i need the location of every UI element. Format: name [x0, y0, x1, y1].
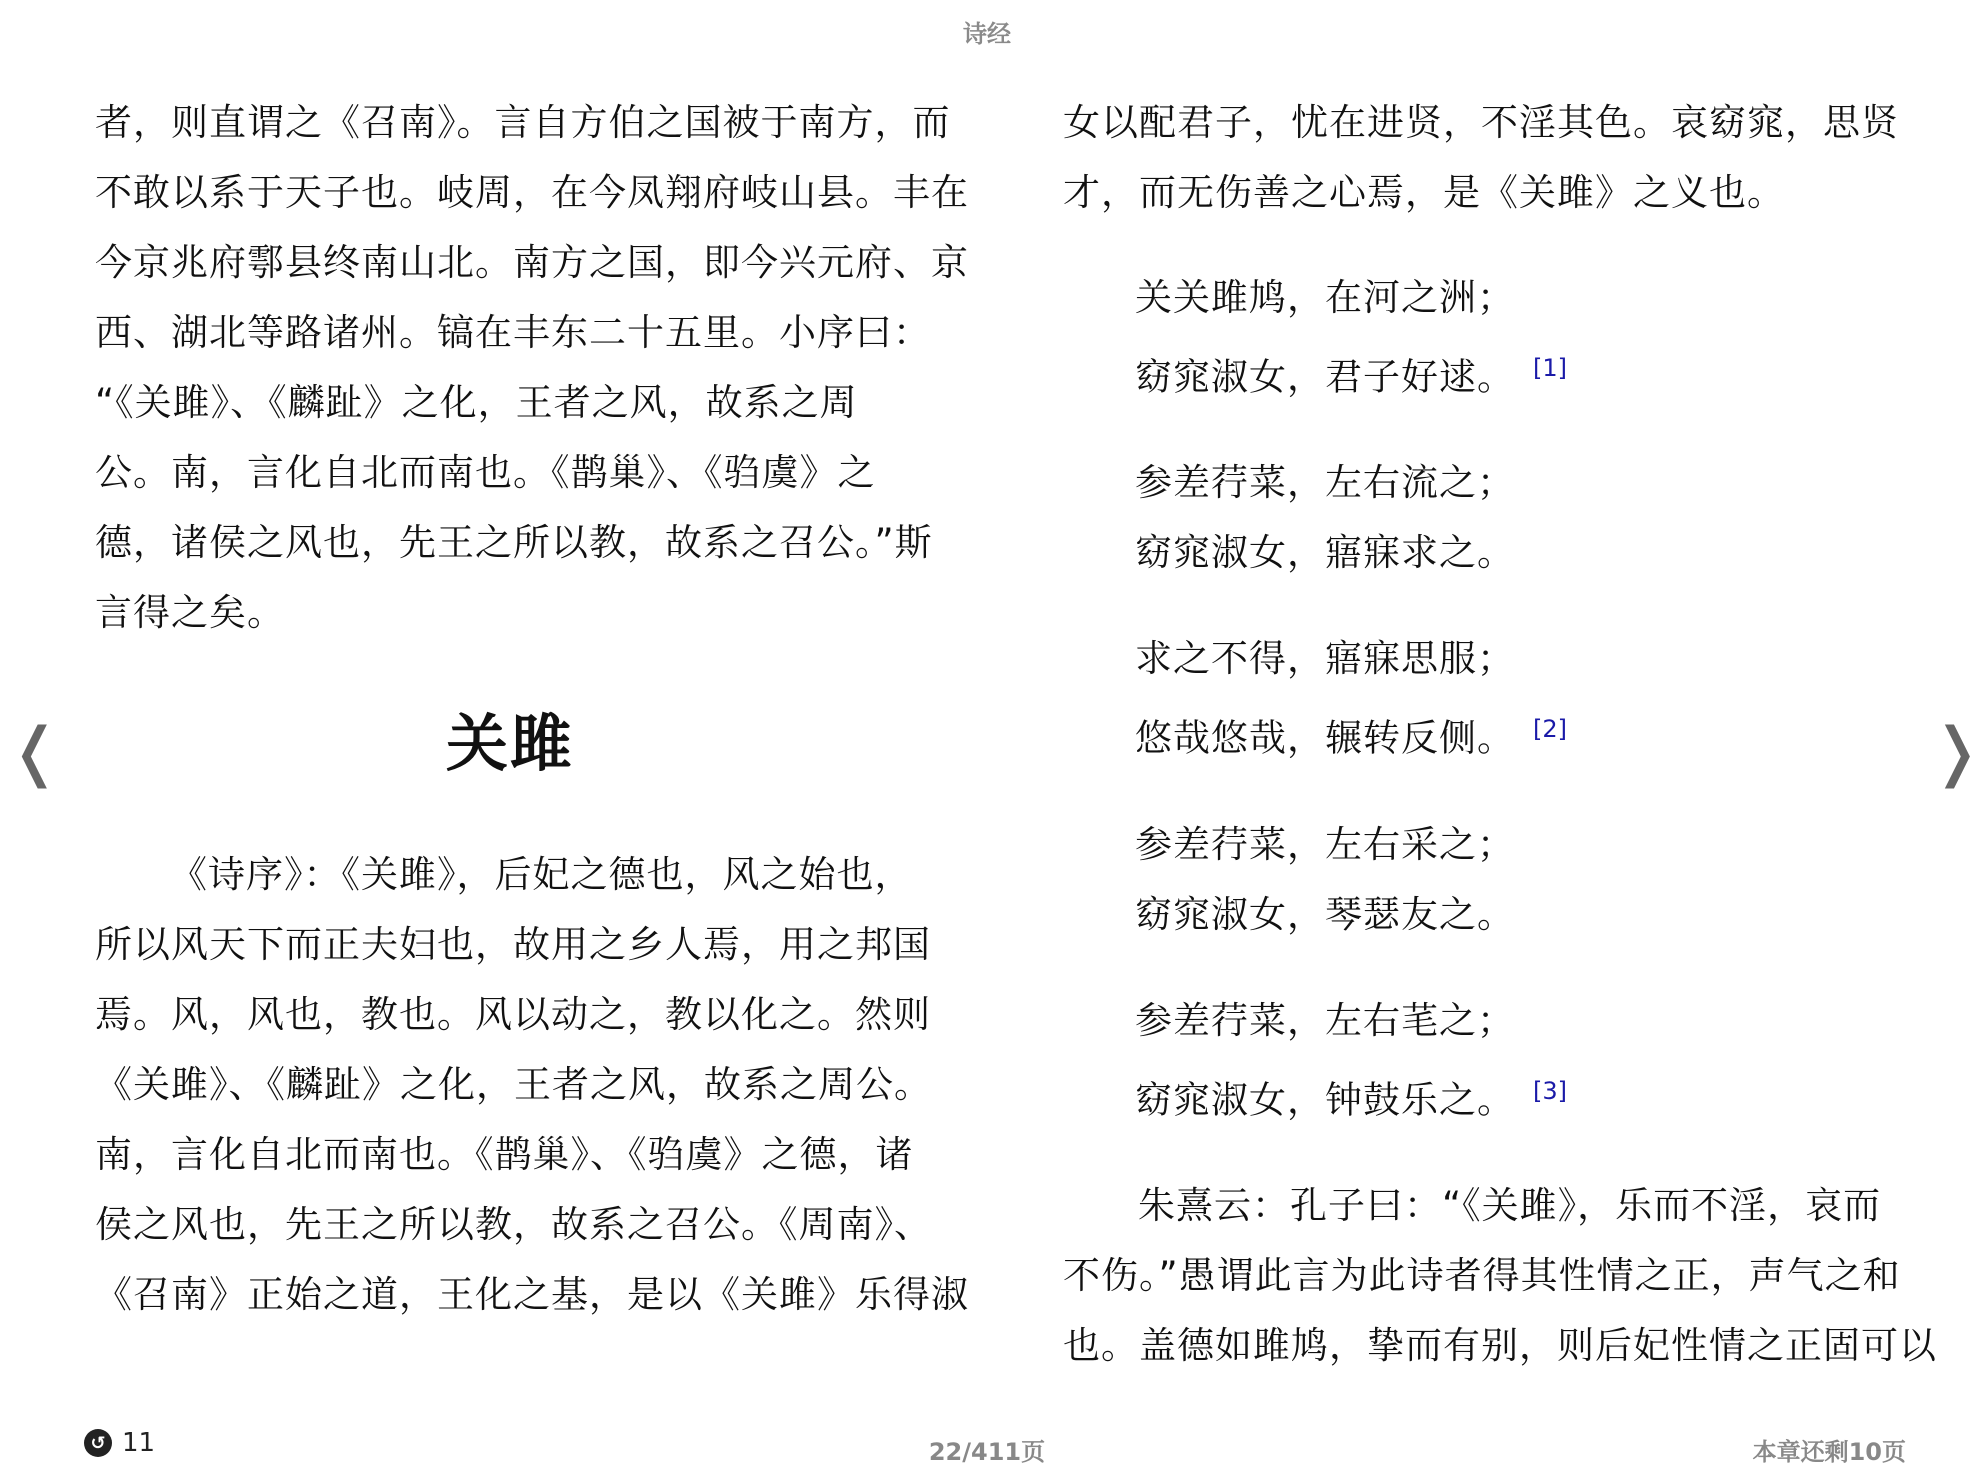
poem-line: 参差荇菜，左右采之； [1135, 822, 1515, 866]
paragraph-continuation [1063, 88, 1908, 228]
text-line: 者，则直谓之《召南》。言自方伯之国被于南方，而 [95, 101, 951, 144]
poem-line: 参差荇菜，左右芼之； [1135, 998, 1515, 1042]
chapter-remaining: 本章还剩10页 [1752, 1438, 1906, 1466]
poem-line: 关关雎鸠，在河之洲； [1135, 276, 1515, 319]
poem-stanza [1135, 624, 1908, 773]
text-line: 德，诸侯之风也，先王之所以教，故系之召公。”斯 [95, 521, 933, 564]
text-line: 公。南，言化自北而南也。《鹊巢》、《驺虞》之 [95, 451, 876, 494]
back-count: 11 [122, 1428, 156, 1458]
undo-arrow-icon: ↺ [84, 1429, 112, 1457]
left-page [95, 88, 969, 1330]
chapter-title: 关雎 [445, 707, 574, 780]
footnote-link[interactable]: [2] [1533, 715, 1567, 744]
text-line: 女以配君子，忧在进贤，不淫其色。哀窈窕，思贤 [1063, 101, 1899, 144]
footnote-link[interactable]: [1] [1533, 354, 1567, 382]
poem-line: 窈窕淑女，君子好逑。 [1] [1135, 354, 1567, 399]
text-line: 侯之风也，先王之所以教，故系之召公。《周南》、 [95, 1203, 932, 1246]
poem-stanza [1135, 986, 1908, 1135]
text-line: 不敢以系于天子也。岐周，在今凤翔府岐山县。丰在 [95, 171, 969, 214]
text-line: 《诗序》：《关雎》，后妃之德也，风之始也， [170, 853, 913, 896]
paragraph-commentary [95, 88, 969, 648]
book-title: 诗经 [963, 20, 1011, 48]
poem-stanza [1135, 448, 1908, 588]
text-line: 《关雎》、《麟趾》之化，王者之风，故系之周公。 [95, 1063, 932, 1106]
poem-line: 参差荇菜，左右流之； [1135, 461, 1515, 505]
paragraph-zhuxi-commentary [1063, 1171, 1937, 1381]
poem-line: 窈窕淑女，寤寐求之。 [1135, 531, 1515, 575]
poem-line: 窈窕淑女，琴瑟友之。 [1135, 892, 1515, 936]
poem-line: 求之不得，寤寐思服； [1135, 637, 1515, 681]
text-line: 南，言化自北而南也。《鹊巢》、《驺虞》之德，诸 [95, 1133, 914, 1176]
text-line: 《召南》正始之道，王化之基，是以《关雎》乐得淑 [95, 1273, 969, 1316]
poem-line: 窈窕淑女，钟鼓乐之。 [3] [1135, 1076, 1567, 1121]
text-line: 不伤。”愚谓此言为此诗者得其性情之正，声气之和 [1063, 1253, 1901, 1297]
poem-stanza [1135, 810, 1908, 950]
paragraph-preface [95, 840, 969, 1330]
text-line: 朱熹云：孔子曰：“《关雎》，乐而不淫，哀而 [1138, 1183, 1882, 1227]
text-line: “《关雎》、《麟趾》之化，王者之风，故系之周 [95, 381, 858, 424]
text-line: 才，而无伤善之心焉，是《关雎》之义也。 [1063, 171, 1785, 214]
page-indicator: 22/411页 [928, 1438, 1046, 1466]
text-line: 言得之矣。 [95, 591, 285, 634]
chevron-right-icon[interactable]: ❭ [1930, 715, 1984, 789]
poem-line: 悠哉悠哉，辗转反侧。 [2] [1135, 715, 1567, 760]
text-line: 焉。风，风也，教也。风以动之，教以化之。然则 [95, 993, 931, 1036]
footnote-link[interactable]: [3] [1533, 1076, 1567, 1105]
text-line: 也。盖德如雎鸠，挚而有别，则后妃性情之正固可以 [1063, 1323, 1937, 1367]
text-line: 今京兆府鄠县终南山北。南方之国，即今兴元府、京 [95, 241, 969, 284]
chevron-left-icon[interactable]: ❬ [8, 715, 62, 789]
text-line: 西、湖北等路诸州。镐在丰东二十五里。小序曰： [95, 311, 931, 354]
text-line: 所以风天下而正夫妇也，故用之乡人焉，用之邦国 [95, 923, 931, 966]
right-page [1063, 88, 1937, 1381]
poem-stanza [1135, 263, 1908, 412]
